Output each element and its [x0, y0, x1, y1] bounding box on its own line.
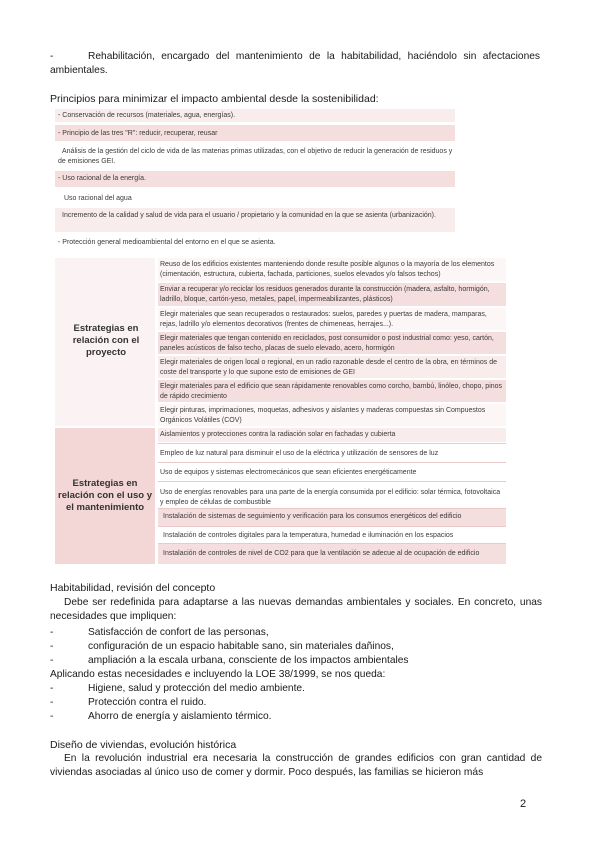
g1-row: Elegir materiales de origen local o regional, en un radio razonable desde el centro de la obra, en términos de coste del transporte y lo que supone esto de emisiones de GEI — [160, 359, 497, 376]
g2-row: Empleo de luz natural para disminuir el uso de la eléctrica y utilización de sensores de luz — [160, 450, 439, 457]
group1-label: Estrategias en relación con el proyecto — [72, 323, 140, 358]
g2-row: Instalación de sistemas de seguimiento y verificación para los consumos energéticos del edificio — [163, 513, 462, 520]
need-item: ampliación a la escala urbana, consciente de los impactos ambientales — [88, 655, 409, 666]
loe-item: Ahorro de energía y aislamiento térmico. — [88, 711, 272, 722]
g2-row-divider — [158, 462, 506, 463]
habitabilidad-title: Habitabilidad, revisión del concepto — [50, 582, 216, 594]
habitabilidad-para1: Debe ser redefinida para adaptarse a las nuevas demandas ambientales y sociales. En concreto, unas necesidades que impliquen: — [50, 597, 542, 622]
principle-item: - Protección general medioambiental del entorno en el que se asienta. — [58, 239, 276, 246]
g1-row: Elegir materiales que sean recuperados o restaurados: suelos, paredes y puertas de madera, mamparas, rejas, ladrillo y/o elementos decorativos (frentes de chimeneas, herrajes...). — [160, 311, 487, 328]
g2-row-divider — [158, 443, 506, 444]
principle-item: Análisis de la gestión del ciclo de vida de las materias primas utilizadas, con el objetivo de reducir la generación de residuos y de emisiones GEI. — [58, 148, 453, 165]
g2-row: Aislamientos y protecciones contra la radiación solar en fachadas y cubierta — [160, 431, 396, 438]
intro-bullet-dash: - — [50, 51, 54, 62]
habitabilidad-para2: Aplicando estas necesidades e incluyendo la LOE 38/1999, se nos queda: — [50, 669, 386, 680]
need-item: Satisfacción de confort de las personas, — [88, 627, 269, 638]
g1-row: Enviar a recuperar y/o reciclar los residuos generados durante la construcción (madera, asfalto, hormigón, ladrillo, bloque, cartón-yeso, metales, papel, impermeabilizantes, plásticos) — [160, 286, 490, 303]
g1-row: Elegir materiales para el edificio que sean rápidamente renovables como corcho, bambú, linóleo, chopo, pinos de rápido crecimiento — [160, 383, 503, 400]
g1-row: Elegir materiales que tengan contenido en reciclados, post consumidor o post industrial como: yeso, cartón, paneles acústicos de falso techo, placas de suelo elevado, acero, hormigón — [160, 335, 494, 352]
g2-row: Instalación de controles de nivel de CO2 para que la ventilación se adecue al de ocupación de edificio — [163, 550, 480, 557]
bullet-dash: - — [50, 711, 54, 722]
principle-item: - Uso racional de la energía. — [58, 175, 146, 182]
g2-row: Uso de equipos y sistemas electromecánicos que sean eficientes energéticamente — [160, 469, 417, 476]
bullet-dash: - — [50, 697, 54, 708]
need-item: configuración de un espacio habitable sano, sin materiales dañinos, — [88, 641, 394, 652]
principle-item: - Conservación de recursos (materiales, agua, energías). — [58, 112, 236, 119]
g2-row-divider — [158, 481, 506, 482]
g1-row: Reuso de los edificios existentes manteniendo donde resulte posible algunos o la mayoría de los elementos (cimentación, estructura, cubierta, fachada, particiones, suelos elevados y/o falsos techos) — [160, 261, 495, 278]
g1-row: Elegir pinturas, imprimaciones, moquetas, adhesivos y aislantes y maderas compuestas sin Compuestos Orgánicos Volátiles (COV) — [160, 407, 486, 424]
principle-item: Uso racional del agua — [64, 195, 132, 202]
group2-label: Estrategias en relación con el uso y el mantenimiento — [58, 478, 152, 513]
bullet-dash: - — [50, 627, 54, 638]
bullet-dash: - — [50, 655, 54, 666]
principles-title: Principios para minimizar el impacto ambiental desde la sostenibilidad: — [50, 93, 379, 105]
bullet-dash: - — [50, 683, 54, 694]
g2-row-divider — [158, 526, 506, 527]
intro-item: Rehabilitación, encargado del mantenimiento de la habitabilidad, haciéndolo sin afectaciones ambientales. — [50, 51, 540, 76]
g2-row: Uso de energías renovables para una parte de la energía consumida por el edificio: solar térmica, fotovoltaica y empleo de células de combustible — [160, 489, 501, 506]
diseno-title: Diseño de viviendas, evolución histórica — [50, 739, 237, 751]
principle-item: - Principio de las tres "R": reducir, recuperar, reusar — [58, 130, 218, 137]
loe-item: Protección contra el ruido. — [88, 697, 207, 708]
bullet-dash: - — [50, 641, 54, 652]
principle-item: Incremento de la calidad y salud de vida para el usuario / propietario y la comunidad en la que se asienta (urbanización). — [62, 212, 436, 219]
g2-row: Instalación de controles digitales para la temperatura, humedad e iluminación en los espacios — [163, 532, 454, 539]
loe-item: Higiene, salud y protección del medio ambiente. — [88, 683, 305, 694]
page-number: 2 — [520, 798, 527, 810]
diseno-para: En la revolución industrial era necesaria la construcción de grandes edificios con gran cantidad de viviendas asociadas al único uso de comer y dormir. Poco después, las familias se hicieron más — [50, 753, 542, 778]
